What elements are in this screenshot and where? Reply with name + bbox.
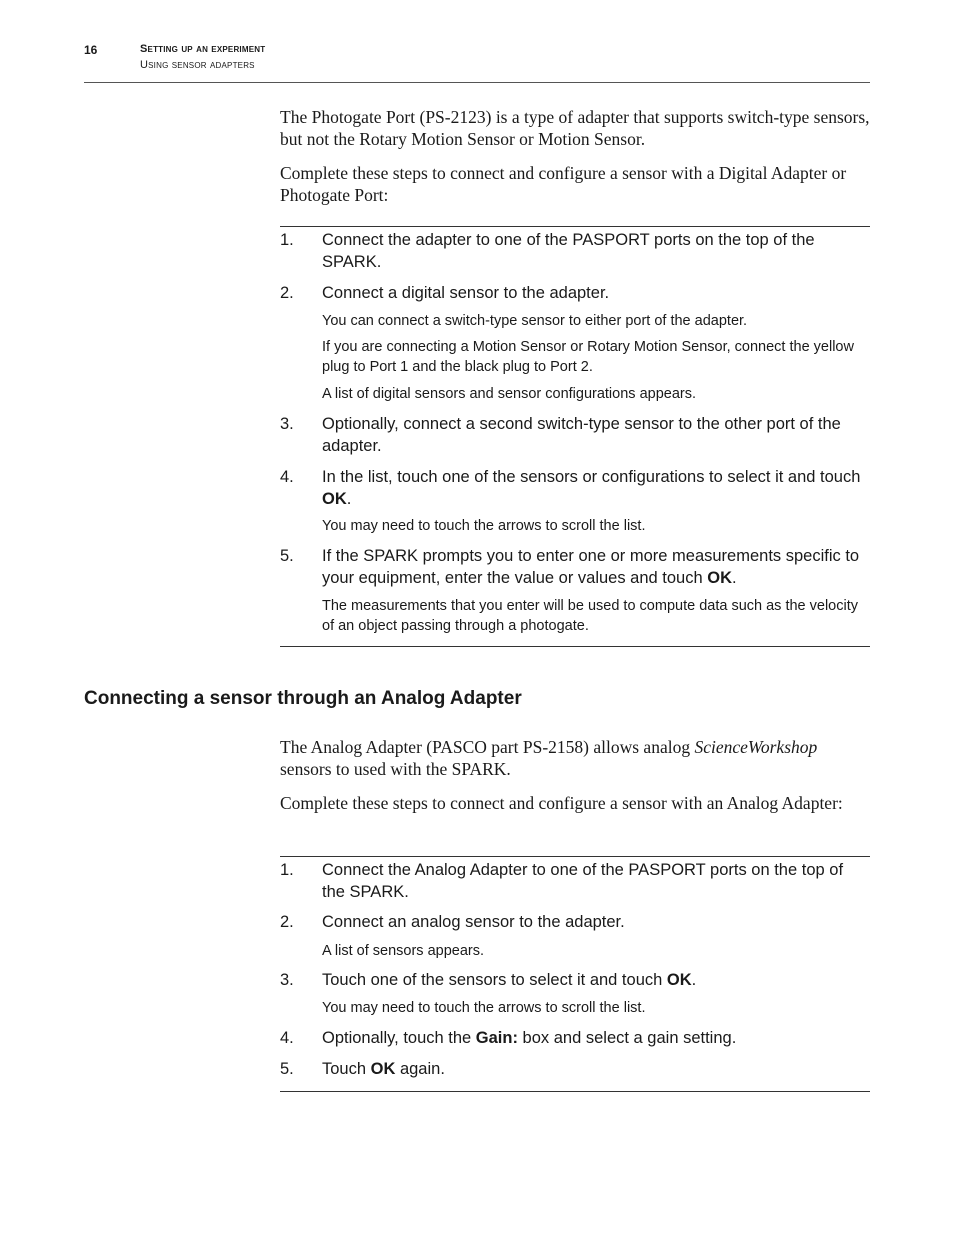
step-text: In the list, touch one of the sensors or configurations to select it and touch OK. <box>322 468 861 508</box>
step-text: If the SPARK prompts you to enter one or more measurements specific to your equipment, enter the value or values and touch OK. <box>322 547 860 587</box>
procedure-top-rule <box>280 226 870 227</box>
step-note: If you are connecting a Motion Sensor or Rotary Motion Sensor, connect the yellow plug to Port 1 and the black plug to Port 2. <box>322 339 854 375</box>
step-number: 4. <box>280 468 294 486</box>
page-number: 16 <box>84 43 98 57</box>
step-note: The measurements that you enter will be used to compute data such as the velocity of an object passing through a photogate. <box>322 598 858 634</box>
header-rule <box>84 82 870 83</box>
step-note: You can connect a switch-type sensor to either port of the adapter. <box>322 313 748 329</box>
running-header-section: Using sensor adapters <box>140 59 255 71</box>
step-note: You may need to touch the arrows to scroll the list. <box>322 1000 646 1016</box>
product-name: ScienceWorkshop <box>694 737 818 757</box>
step-note: A list of sensors appears. <box>322 943 484 959</box>
step-note: A list of digital sensors and sensor configurations appears. <box>322 386 696 402</box>
ok-label: OK <box>322 490 347 508</box>
step-number: 5. <box>280 547 294 565</box>
step-text: Touch one of the sensors to select it and touch OK. <box>322 971 697 989</box>
running-header-chapter: Setting up an experiment <box>140 43 266 55</box>
ok-label: OK <box>666 971 692 989</box>
step-text: Touch OK again. <box>322 1060 445 1078</box>
step-number: 3. <box>280 415 294 433</box>
step-text: Optionally, touch the Gain: box and select a gain setting. <box>322 1029 737 1047</box>
step-text: Connect an analog sensor to the adapter. <box>322 913 625 931</box>
procedure-top-rule <box>280 856 870 857</box>
step-number: 1. <box>280 861 294 879</box>
gain-label: Gain: <box>475 1029 518 1047</box>
ok-label: OK <box>707 569 732 587</box>
step-number: 5. <box>280 1060 294 1078</box>
ok-label: OK <box>370 1060 396 1078</box>
step-number: 2. <box>280 913 294 931</box>
step-text: Connect the adapter to one of the PASPORT ports on the top of the SPARK. <box>322 231 815 271</box>
section-heading: Connecting a sensor through an Analog Adapter <box>84 688 522 709</box>
step-number: 3. <box>280 971 294 989</box>
step-number: 2. <box>280 284 294 302</box>
procedure-bottom-rule <box>280 1091 870 1092</box>
step-text: Connect the Analog Adapter to one of the PASPORT ports on the top of the SPARK. <box>322 861 844 901</box>
intro-paragraph: Complete these steps to connect and configure a sensor with a Digital Adapter or Photogate Port: <box>280 163 847 205</box>
step-note: You may need to touch the arrows to scroll the list. <box>322 518 646 534</box>
intro-paragraph: Complete these steps to connect and configure a sensor with an Analog Adapter: <box>280 793 843 813</box>
procedure-bottom-rule <box>280 646 870 647</box>
step-number: 4. <box>280 1029 294 1047</box>
step-text: Optionally, connect a second switch-type sensor to the other port of the adapter. <box>322 415 841 455</box>
step-text: Connect a digital sensor to the adapter. <box>322 284 610 302</box>
intro-paragraph: The Analog Adapter (PASCO part PS-2158) allows analog ScienceWorkshop sensors to used with the SPARK. <box>280 737 818 779</box>
intro-paragraph: The Photogate Port (PS-2123) is a type of adapter that supports switch-type sensors, but not the Rotary Motion Sensor or Motion Sensor. <box>280 107 870 149</box>
step-number: 1. <box>280 231 294 249</box>
